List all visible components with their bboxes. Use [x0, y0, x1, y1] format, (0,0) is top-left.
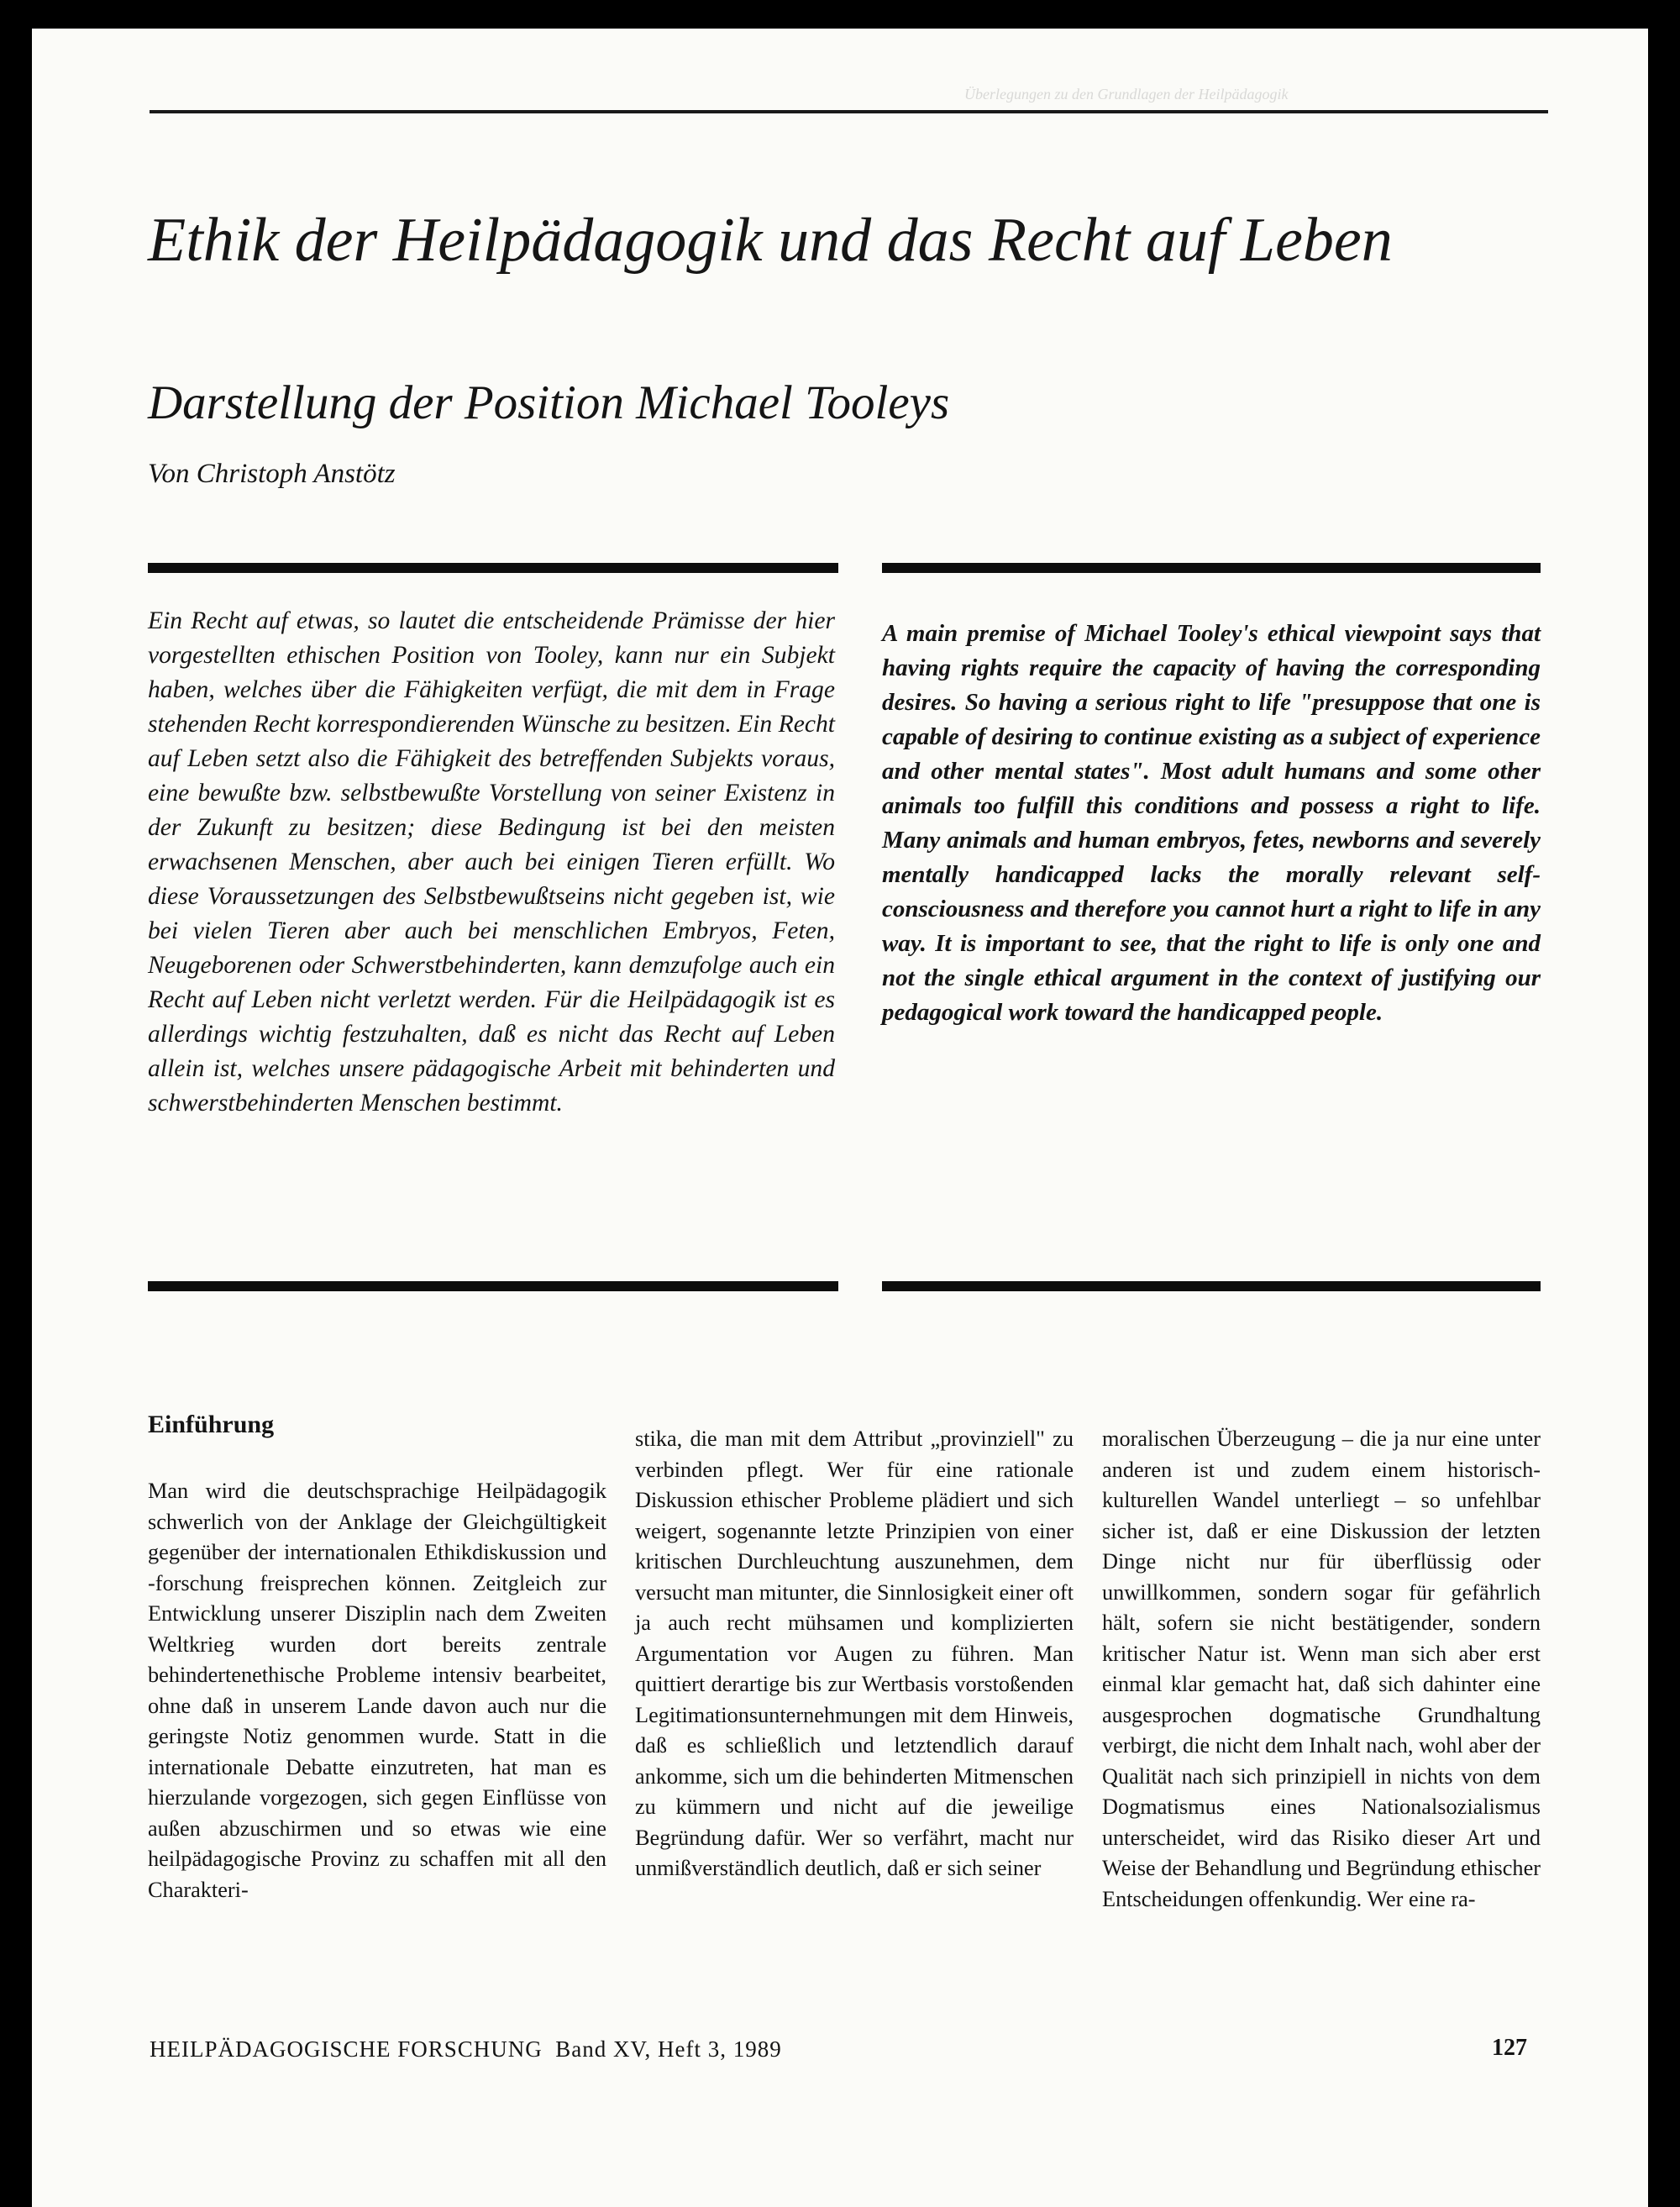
journal-page — [32, 29, 1648, 2207]
journal-name: HEILPÄDAGOGISCHE FORSCHUNG — [150, 2036, 543, 2062]
article-title: Ethik der Heilpädagogik und das Recht auf Leben — [148, 206, 1393, 275]
abstract-rule-bottom-left — [148, 1281, 838, 1291]
abstract-rule-top-right — [882, 563, 1541, 573]
top-rule — [150, 110, 1548, 113]
abstract-rule-top-left — [148, 563, 838, 573]
abstract-english: A main premise of Michael Tooley's ethical viewpoint says that having rights require the capacity of having the corresponding desires. So having a serious right to life "presuppose that one is capable of desiring to continue existing as a subject of experience and other mental states". Most adult humans and some other animals too fulfill this conditions and possess a right to life. Many animals and human embryos, fetes, newborns and severely mentally handicapped lacks the morally relevant self-consciousness and therefore you cannot hurt a right to life in any way. It is important to see, that the right to life is only one and not the single ethical argument in the context of justifying our pedagogical work toward the handicapped people. — [882, 620, 1541, 1026]
abstract-rule-bottom-right — [882, 1281, 1541, 1291]
article-subtitle: Darstellung der Position Michael Tooleys — [148, 376, 950, 429]
section-heading: Einführung — [148, 1411, 275, 1438]
body-column-1: Man wird die deutschsprachige Heilpädagogik schwerlich von der Anklage der Gleichgültigkeit gegenüber der internationalen Ethikdiskussion und -forschung freisprechen können. Zeitgleich zur Entwicklung unserer Disziplin nach dem Zweiten Weltkrieg wurden dort bereits zentrale behindertenethische Probleme intensiv bearbeitet, ohne daß in unserem Lande davon auch nur die geringste Notiz genommen wurde. Statt in die internationale Debatte einzutreten, hat man es hierzulande vorgezogen, sich gegen Einflüsse von außen abzuschirmen und so etwas wie eine heilpädagogische Provinz zu schaffen mit all den Charakteri- — [148, 1479, 606, 1902]
abstract-german: Ein Recht auf etwas, so lautet die entscheidende Prämisse der hier vorgestellten ethischen Position von Tooley, kann nur ein Subjekt haben, welches über die Fähigkeiten verfügt, die mit dem in Frage stehenden Recht korrespondierenden Wünsche zu besitzen. Ein Recht auf Leben setzt also die Fähigkeit des betreffenden Subjekts voraus, eine bewußte bzw. selbstbewußte Vorstellung von seiner Existenz in der Zukunft zu besitzen; diese Bedingung ist bei den meisten erwachsenen Menschen, aber auch bei einigen Tieren erfüllt. Wo diese Voraussetzungen des Selbstbewußtseins nicht gegeben ist, wie bei vielen Tieren aber auch bei menschlichen Embryos, Feten, Neugeborenen oder Schwerstbehinderten, kann demzufolge auch ein Recht auf Leben nicht verletzt werden. Für die Heilpädagogik ist es allerdings wichtig festzuhalten, daß es nicht das Recht auf Leben allein ist, welches unsere pädagogische Arbeit mit behinderten und schwerstbehinderten Menschen bestimmt. — [148, 607, 835, 1117]
body-column-3: moralischen Überzeugung – die ja nur eine unter anderen ist und zudem einem historisch-kulturellen Wandel unterliegt – so unfehlbar sicher ist, daß er eine Diskussion der letzten Dinge nicht nur für überflüssig oder unwillkommen, sondern sogar für gefährlich hält, sofern sie nicht bestätigender, sondern kritischer Natur ist. Wenn man sich aber erst einmal klar gemacht hat, daß sich dahinter eine ausgesprochen dogmatische Grundhaltung verbirgt, die nicht dem Inhalt nach, wohl aber der Qualität nach sich prinzipiell in nichts von dem Dogmatismus eines Nationalsozialismus unterscheidet, wird das Risiko dieser Art und Weise der Behandlung und Begründung ethischer Entscheidungen offenkundig. Wer eine ra- — [1102, 1427, 1541, 1911]
author-line: Von Christoph Anstötz — [148, 459, 396, 489]
issue-info: Band XV, Heft 3, 1989 — [555, 2036, 782, 2062]
page-number: 127 — [1492, 2035, 1527, 2061]
running-head-bleedthrough: Überlegungen zu den Grundlagen der Heilpädagogik — [964, 86, 1289, 102]
footer-citation — [150, 2036, 782, 2062]
body-column-2: stika, die man mit dem Attribut „provinziell" zu verbinden pflegt. Wer für eine rationale Diskussion ethischer Probleme plädiert und sich weigert, sogenannte letzte Prinzipien von einer kritischen Durchleuchtung auszunehmen, dem versucht man mitunter, die Sinnlosigkeit einer oft ja auch recht mühsamen und komplizierten Argumentation vor Augen zu führen. Man quittiert derartige bis zur Wertbasis vorstoßenden Legitimationsunternehmungen mit dem Hinweis, daß es schließlich und letztendlich darauf ankomme, sich um die behinderten Mitmenschen zu kümmern und nicht auf die jeweilige Begründung dafür. Wer so verfährt, macht nur unmißverständlich deutlich, daß er sich seiner — [635, 1427, 1074, 1880]
